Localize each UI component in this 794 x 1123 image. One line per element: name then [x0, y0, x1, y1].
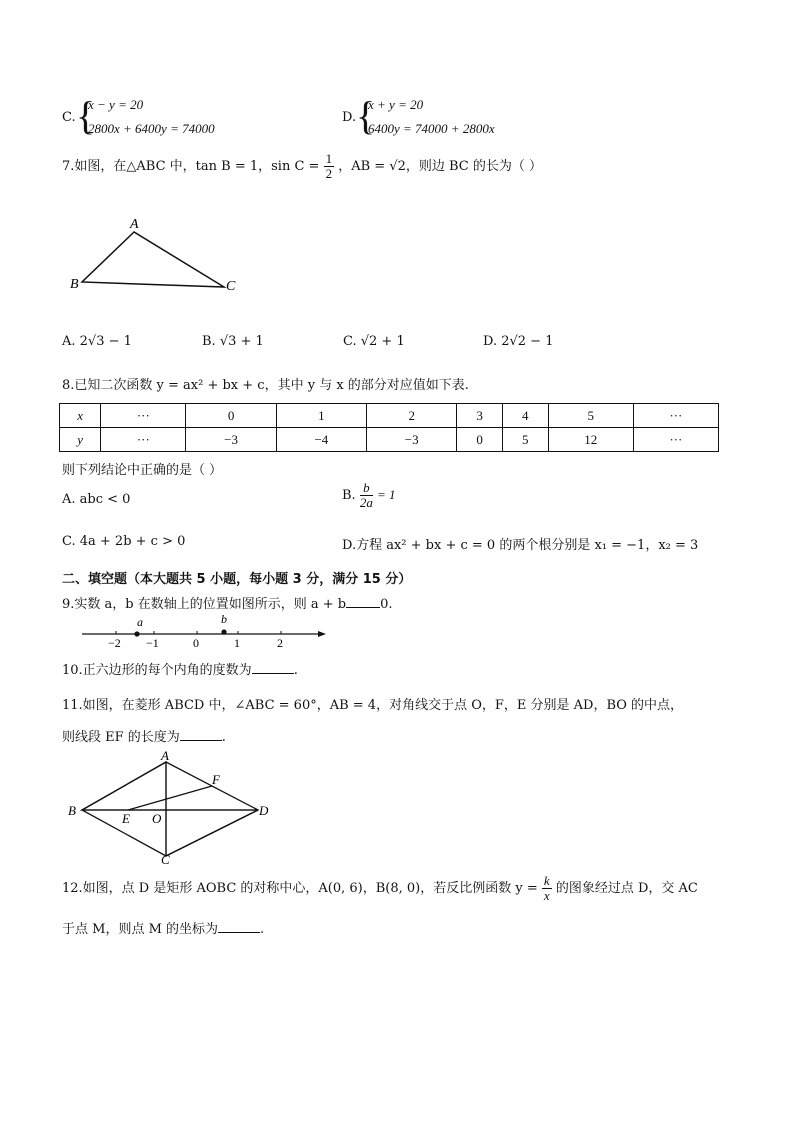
q6-c-eq1: x − y = 20	[88, 97, 144, 112]
q11-stem-line1: 11.如图，在菱形 ABCD 中，∠ABC = 60°，AB = 4，对角线交于点 O，F，E 分别是 AD，BO 的中点，	[62, 698, 684, 713]
q9-number-line	[78, 612, 330, 650]
table-cell: −4	[276, 428, 366, 452]
q8-option-b-fraction	[360, 481, 373, 510]
q9-stem-part1: 9.实数 a，b 在数轴上的位置如图所示，则 a + b	[62, 597, 347, 612]
q7-fraction	[324, 152, 335, 181]
label-a: A	[161, 748, 169, 763]
table-row-x	[60, 404, 719, 428]
table-cell: x	[60, 404, 101, 428]
q8-b-frac-num: b	[360, 481, 373, 496]
q12-stem-line2	[62, 918, 264, 937]
tick-label: 1	[234, 636, 240, 650]
table-cell: 4	[502, 404, 548, 428]
table-cell: 0	[186, 404, 276, 428]
table-cell: 1	[276, 404, 366, 428]
q10-stem-part2: .	[293, 663, 298, 678]
label-a: A	[130, 217, 139, 232]
rhombus-outline	[82, 762, 258, 856]
q12-fraction	[542, 874, 552, 903]
answer-blank	[218, 920, 260, 933]
point-b-label: b	[221, 612, 227, 626]
q9-stem	[62, 593, 393, 612]
q6-c-label: C.	[62, 110, 76, 125]
label-c: C	[226, 279, 236, 294]
q6-d-eq2: 6400y = 74000 + 2800x	[368, 121, 495, 136]
q11-stem-line2	[62, 726, 226, 745]
q12-stem-part3: 于点 M，则点 M 的坐标为	[62, 922, 219, 937]
q6-c-brace: {	[76, 93, 96, 138]
tick-label: −2	[108, 636, 121, 650]
q12-frac-num: k	[543, 873, 550, 888]
table-cell: −3	[186, 428, 276, 452]
q8-b-frac-den: 2a	[359, 495, 373, 510]
q10-stem	[62, 659, 298, 678]
q11-stem-part1: 则线段 EF 的长度为	[62, 730, 180, 745]
segment-ef	[128, 786, 212, 810]
table-cell: ···	[633, 404, 718, 428]
q8-option-a: A. abc < 0	[62, 492, 131, 507]
answer-blank	[346, 595, 380, 608]
table-cell: ···	[101, 428, 186, 452]
q6-c-eq2: 2800x + 6400y = 74000	[88, 121, 215, 136]
q7-stem	[62, 152, 542, 181]
point-a	[134, 631, 139, 636]
q8-value-table	[59, 403, 719, 452]
q6-d-label: D.	[342, 110, 357, 125]
q8-option-b-rest: = 1	[376, 487, 396, 502]
q12-stem-part1: 12.如图，点 D 是矩形 AOBC 的对称中心，A(0, 6)，B(8, 0)，若反比例函数 y =	[62, 881, 538, 896]
point-a-label: a	[137, 615, 143, 629]
table-cell: 12	[548, 428, 633, 452]
q10-stem-part1: 10.正六边形的每个内角的度数为	[62, 663, 252, 678]
q7-stem-part2: ，AB = √2，则边 BC 的长为（ ）	[338, 159, 543, 174]
q7-stem-part1: 7.如图，在△ABC 中，tan B = 1，sin C =	[62, 159, 320, 174]
point-b	[221, 629, 226, 634]
q7-option-a: A. 2√3 − 1	[62, 334, 132, 349]
q8-option-d: D.方程 ax² + bx + c = 0 的两个根分别是 x₁ = −1，x₂ = 3	[342, 538, 699, 553]
q7-option-b: B. √3 + 1	[202, 334, 264, 349]
answer-blank	[180, 728, 222, 741]
q7-option-c: C. √2 + 1	[343, 334, 405, 349]
q8-question: 则下列结论中正确的是（ ）	[62, 463, 223, 478]
q8-option-b-label: B.	[342, 488, 356, 503]
label-c: C	[161, 852, 170, 866]
label-d: D	[259, 803, 269, 818]
rhombus-abcd	[82, 762, 258, 856]
section-title: 二、填空题（本大题共 5 小题，每小题 3 分，满分 15 分）	[62, 572, 412, 587]
q9-stem-part2: 0.	[380, 597, 393, 612]
axis-arrow	[318, 631, 326, 637]
triangle-abc	[82, 232, 224, 287]
table-row-y	[60, 428, 719, 452]
tick-label: 2	[277, 636, 283, 650]
q8-stem: 8.已知二次函数 y = ax² + bx + c，其中 y 与 x 的部分对应值如下表.	[62, 378, 469, 393]
q7-option-d: D. 2√2 − 1	[483, 334, 554, 349]
q12-stem-part2: 的图象经过点 D，交 AC	[555, 881, 698, 896]
label-e: E	[122, 811, 130, 826]
label-b: B	[70, 277, 79, 292]
q12-stem-part4: .	[260, 922, 265, 937]
table-cell: 0	[457, 428, 503, 452]
tick-label: 0	[193, 636, 199, 650]
q12-frac-den: x	[543, 888, 550, 903]
q8-option-c: C. 4a + 2b + c > 0	[62, 534, 186, 549]
answer-blank	[252, 661, 294, 674]
table-cell: y	[60, 428, 101, 452]
table-cell: 5	[548, 404, 633, 428]
label-b: B	[68, 803, 76, 818]
q11-rhombus-figure	[60, 748, 275, 866]
label-f: F	[212, 772, 220, 787]
table-cell: 2	[367, 404, 457, 428]
q6-d-brace: {	[356, 93, 376, 138]
tick-label: −1	[146, 636, 159, 650]
table-cell: −3	[367, 428, 457, 452]
table-cell: 5	[502, 428, 548, 452]
table-cell: ···	[101, 404, 186, 428]
q7-frac-den: 2	[325, 166, 333, 181]
table-cell: 3	[457, 404, 503, 428]
q11-stem-part2: .	[221, 730, 226, 745]
table-cell: ···	[633, 428, 718, 452]
q7-triangle-figure	[60, 210, 250, 300]
q12-stem-line1	[62, 874, 698, 903]
q8-option-b	[342, 481, 396, 510]
q6-d-eq1: x + y = 20	[368, 97, 424, 112]
label-o: O	[152, 811, 162, 826]
q7-frac-num: 1	[325, 151, 333, 166]
